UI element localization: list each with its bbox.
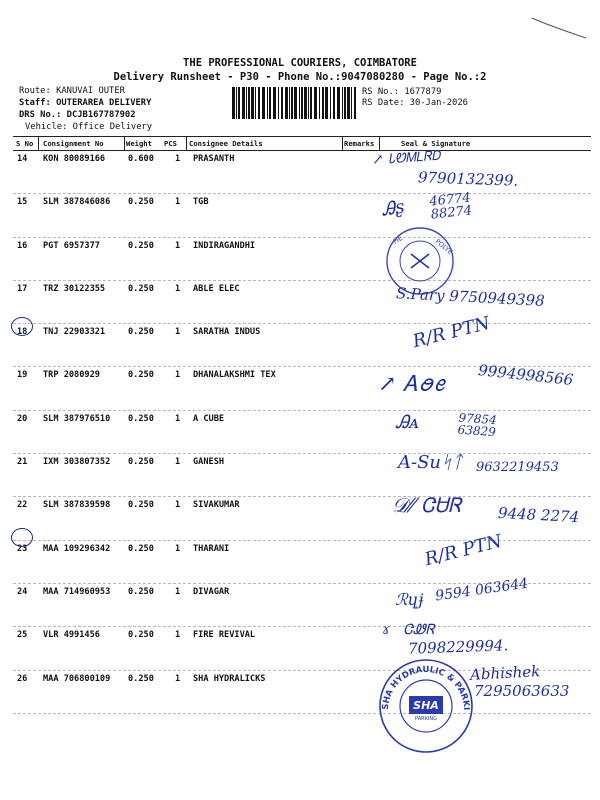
row-pcs: 1 (175, 370, 181, 381)
row-pcs: 1 (175, 500, 181, 511)
header-seal-signature: Seal & Signature (401, 139, 471, 148)
staff-text: Staff: OUTERAREA DELIVERY (19, 98, 152, 108)
row-consignment-no: MAA 109296342 (43, 543, 111, 554)
table-row (13, 238, 591, 281)
rs-number: RS No.: 1677879 (362, 87, 442, 97)
handwritten-phone-22: 9448 2274 (497, 503, 580, 527)
ink-circle-23 (11, 528, 33, 547)
company-title: THE PROFESSIONAL COURIERS, COIMBATORE (183, 57, 417, 69)
row-consignee: SARATHA INDUS (193, 327, 261, 338)
handwritten-phone-19: 9994998566 (477, 361, 575, 389)
header-consignment: Consignment No (43, 139, 104, 148)
row-consignee: SHA HYDRALICKS (193, 673, 266, 684)
handwritten-phone-26: 7295063633 (474, 682, 570, 700)
header-sno: S No (16, 139, 34, 148)
row-pcs: 1 (175, 586, 181, 597)
row-consignee: THARANI (193, 543, 230, 554)
vehicle-text: Vehicle: Office Delivery (25, 122, 153, 132)
row-weight: 0.250 (128, 413, 154, 424)
row-weight: 0.250 (128, 500, 154, 511)
table-row (13, 324, 591, 367)
handwritten-phone-25: 7098229994. (407, 636, 509, 658)
handwritten-phone-21: 9632219453 (476, 460, 559, 475)
row-pcs: 1 (175, 154, 181, 164)
row-consignment-no: TRP 2080929 (43, 370, 100, 381)
row-consignment-no: VLR 4991456 (43, 630, 100, 641)
row-sno: 19 (17, 370, 28, 381)
row-weight: 0.250 (128, 457, 154, 468)
row-pcs: 1 (175, 197, 181, 208)
row-weight: 0.250 (128, 630, 154, 641)
row-weight: 0.250 (128, 543, 154, 554)
row-sno: 15 (17, 197, 28, 208)
row-weight: 0.250 (128, 586, 154, 597)
handwritten-phone-24: 9594 063644 (434, 575, 530, 605)
row-sno: 20 (17, 413, 28, 424)
row-sno: 22 (17, 500, 28, 511)
row-consignment-no: IXM 303807352 (43, 457, 111, 468)
signature-24: ℛɥɉ (395, 590, 424, 609)
row-sno: 21 (17, 457, 28, 468)
row-pcs: 1 (175, 543, 181, 554)
runsheet-title: Delivery Runsheet - P30 - Phone No.:9047080280 - Page No.:2 (113, 71, 487, 83)
row-weight: 0.250 (128, 370, 154, 381)
row-pcs: 1 (175, 240, 181, 251)
signature-26-name: Abhishek (469, 662, 541, 684)
svg-text:POLYE: POLYE (433, 237, 455, 257)
row-pcs: 1 (175, 457, 181, 468)
signature-20: Ꭿᴀ (396, 412, 420, 433)
row-weight: 0.600 (128, 154, 154, 164)
header-remarks: Remarks (344, 139, 375, 148)
row-consignment-no: PGT 6957377 (43, 240, 100, 251)
row-consignee: GANESH (193, 457, 225, 468)
row-consignee: ABLE ELEC (193, 283, 240, 294)
row-pcs: 1 (175, 413, 181, 424)
table-header (13, 136, 591, 151)
signature-19: ↗ Ꭺꪮꫀ (378, 372, 445, 397)
row-pcs: 1 (175, 283, 181, 294)
handwritten-note-23: R/R PTN (422, 530, 505, 571)
svg-text:HE: HE (392, 233, 405, 246)
signature-14: ↗ ᏓᏬᎷᏞᏒᎠ (371, 148, 441, 169)
row-weight: 0.250 (128, 673, 154, 684)
svg-text:PARKING: PARKING (415, 716, 437, 722)
handwritten-phone-14: 9790132399. (417, 168, 519, 190)
signature-15: Ꭿʂ (380, 196, 406, 221)
svg-text:SHA HYDRAULIC & PARKING EQUIPM: SHA HYDRAULIC & PARKI (380, 664, 472, 711)
row-consignee: DIVAGAR (193, 586, 230, 597)
row-consignment-no: SLM 387846086 (43, 197, 111, 208)
row-sno: 26 (17, 673, 28, 684)
row-pcs: 1 (175, 327, 181, 338)
table-row (13, 541, 591, 584)
row-sno: 17 (17, 283, 28, 294)
row-consignment-no: MAA 706800109 (43, 673, 111, 684)
drs-number: DRS No.: DCJB167787902 (19, 110, 136, 120)
row-consignment-no: TRZ 30122355 (43, 283, 106, 294)
row-consignee: SIVAKUMAR (193, 500, 240, 511)
row-weight: 0.250 (128, 197, 154, 208)
signature-25: ɤ ᏣᏪᏒ (382, 622, 435, 638)
row-sno: 23 (17, 543, 28, 554)
route-text: Route: KANUVAI OUTER (19, 86, 125, 96)
row-consignee: DHANALAKSHMI TEX (193, 370, 276, 381)
signature-21: A-Suᛋᛏ (398, 452, 463, 473)
svg-text:SHA: SHA (413, 699, 439, 712)
row-weight: 0.250 (128, 283, 154, 294)
row-pcs: 1 (175, 630, 181, 641)
ink-circle-18 (11, 317, 33, 336)
header-pcs: PCS (164, 139, 177, 148)
row-consignee: A CUBE (193, 413, 225, 424)
handwritten-note-18: R/R PTN (410, 312, 493, 353)
handwritten-phone-20: 97854 63829 (457, 410, 498, 440)
pen-scratch-mark (530, 12, 590, 46)
row-consignment-no: SLM 387839598 (43, 500, 111, 511)
row-consignee: TGB (193, 197, 209, 208)
row-consignee: FIRE REVIVAL (193, 630, 256, 641)
table-row (13, 194, 591, 237)
row-pcs: 1 (175, 673, 181, 684)
handwritten-note-15: 46774 88274 (428, 190, 473, 223)
company-round-stamp (376, 656, 476, 760)
row-weight: 0.250 (128, 240, 154, 251)
row-consignee: INDIRAGANDHI (193, 240, 256, 251)
row-consignment-no: TNJ 22903321 (43, 327, 106, 338)
row-consignment-no: SLM 387976510 (43, 413, 111, 424)
signature-22: 𝒟⁄⁄ ᏣᏌᏒ (392, 493, 461, 517)
row-sno: 25 (17, 630, 28, 641)
row-consignment-no: KON 80089166 (43, 154, 106, 164)
row-sno: 16 (17, 240, 28, 251)
header-consignee: Consignee Details (189, 139, 263, 148)
row-weight: 0.250 (128, 327, 154, 338)
header-weight: Weight (126, 139, 152, 148)
row-consignment-no: MAA 714960953 (43, 586, 111, 597)
handwritten-phone-17: S.Pary 9750949398 (395, 284, 546, 310)
rs-date: RS Date: 30-Jan-2026 (362, 98, 468, 108)
barcode-image (232, 87, 358, 119)
row-sno: 14 (17, 154, 28, 164)
row-sno: 18 (17, 327, 28, 338)
row-consignee: PRASANTH (193, 154, 235, 164)
row-sno: 24 (17, 586, 28, 597)
